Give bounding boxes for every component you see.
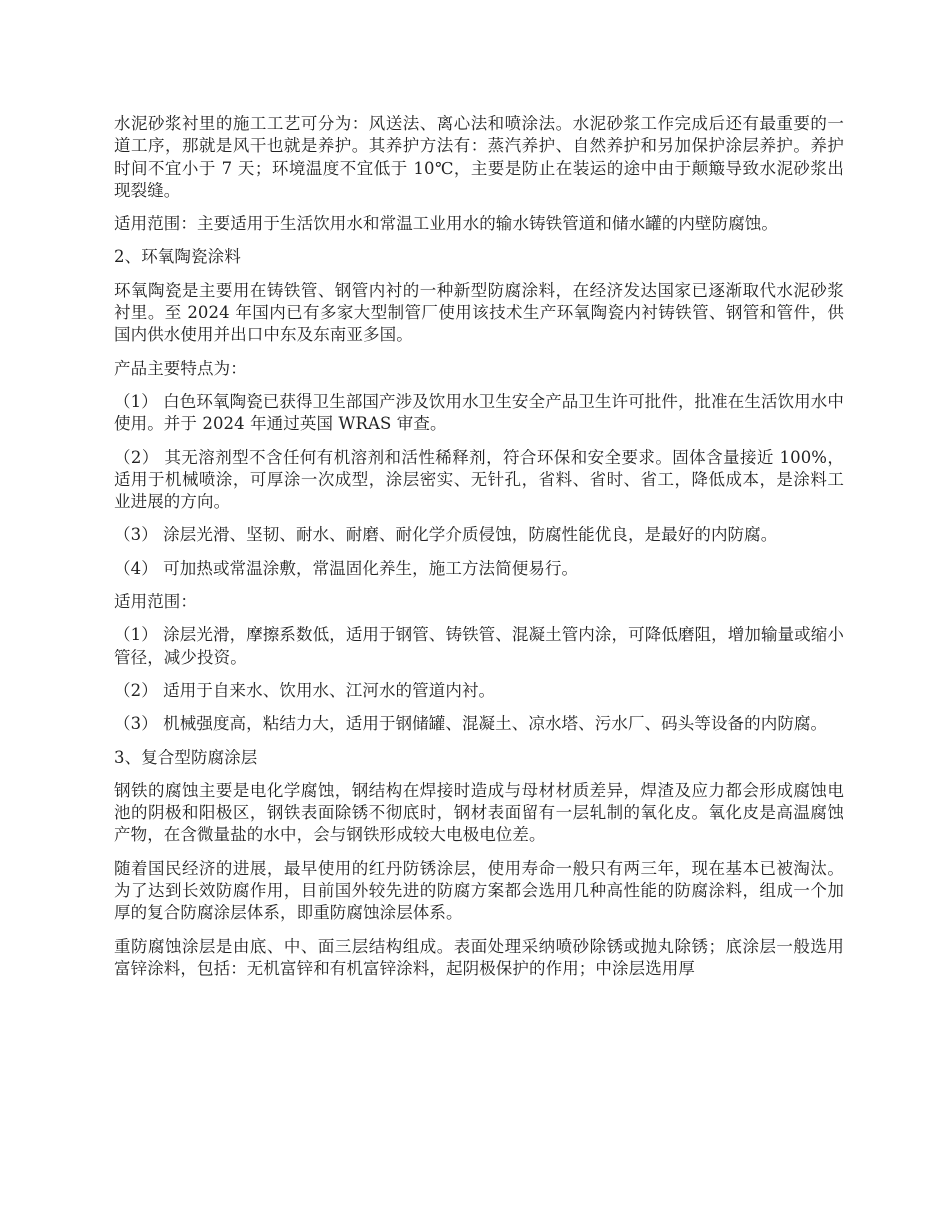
paragraph-three-layer-structure: 重防腐蚀涂层是由底、中、面三层结构组成。表面处理采纳喷砂除锈或抛丸除锈；底涂层一般选用富锌涂料，包括：无机富锌和有机富锌涂料，起阴极保护的作用；中涂层选用厚 (114, 936, 844, 978)
paragraph-features-heading: 产品主要特点为： (114, 358, 247, 378)
paragraph-heavy-duty-system: 随着国民经济的进展，最早使用的红丹防锈涂层，使用寿命一般只有两三年，现在基本已被淘汰。为了达到长效防腐作用，目前国外较先进的防腐方案都会选用几种高性能的防腐涂料，组成一个加厚的复合防腐涂层体系，即重防腐蚀涂层体系。 (114, 858, 844, 923)
list-item-feature-1: （1） 白色环氧陶瓷已获得卫生部国产涉及饮用水卫生安全产品卫生许可批件，批准在生活饮用水中使用。并于 2024 年通过英国 WRAS 审查。 (114, 391, 844, 434)
section-heading-epoxy-ceramic: 2、环氧陶瓷涂料 (114, 247, 241, 267)
paragraph-cement-scope: 适用范围：主要适用于生活饮用水和常温工业用水的输水铸铁管道和储水罐的内壁防腐蚀。 (114, 214, 778, 234)
list-item-feature-3: （3） 涂层光滑、坚韧、耐水、耐磨、耐化学介质侵蚀，防腐性能优良，是最好的内防腐。 (114, 525, 778, 545)
section-heading-composite-coating: 3、复合型防腐涂层 (114, 747, 258, 767)
list-item-scope-2: （2） 适用于自来水、饮用水、江河水的管道内衬。 (114, 680, 496, 700)
paragraph-steel-corrosion: 钢铁的腐蚀主要是电化学腐蚀，钢结构在焊接时造成与母材材质差异，焊渣及应力都会形成腐蚀电池的阴极和阳极区，钢铁表面除锈不彻底时，钢材表面留有一层轧制的氧化皮。氧化皮是高温腐蚀产物，在含微量盐的水中，会与钢铁形成较大电极电位差。 (114, 780, 844, 845)
document-page (114, 113, 844, 991)
paragraph-scope-heading: 适用范围： (114, 592, 197, 612)
list-item-feature-4: （4） 可加热或常温涂敷，常温固化养生，施工方法简便易行。 (114, 558, 579, 578)
list-item-feature-2: （2） 其无溶剂型不含任何有机溶剂和活性稀释剂，符合环保和安全要求。固体含量接近 100%，适用于机械喷涂，可厚涂一次成型，涂层密实、无针孔，省料、省时、省工，降低成本，是涂料工业进展的方向。 (114, 447, 844, 512)
list-item-scope-3: （3） 机械强度高，粘结力大，适用于钢储罐、混凝土、凉水塔、污水厂、码头等设备的内防腐。 (114, 714, 828, 734)
paragraph-epoxy-intro: 环氧陶瓷是主要用在铸铁管、钢管内衬的一种新型防腐涂料，在经济发达国家已逐渐取代水泥砂浆衬里。至 2024 年国内已有多家大型制管厂使用该技术生产环氧陶瓷内衬铸铁管、钢管和管件，供国内供水使用并出口中东及东南亚多国。 (114, 280, 844, 345)
paragraph-cement-mortar-process: 水泥砂浆衬里的施工工艺可分为：风送法、离心法和喷涂法。水泥砂浆工作完成后还有最重要的一道工序，那就是风干也就是养护。其养护方法有：蒸汽养护、自然养护和另加保护涂层养护。养护时间不宜小于 7 天；环境温度不宜低于 10℃，主要是防止在装运的途中由于颠簸导致水泥砂浆出现裂缝。 (114, 114, 844, 200)
list-item-scope-1: （1） 涂层光滑，摩擦系数低，适用于钢管、铸铁管、混凝土管内涂，可降低磨阻，增加输量或缩小管径，减少投资。 (114, 625, 844, 667)
